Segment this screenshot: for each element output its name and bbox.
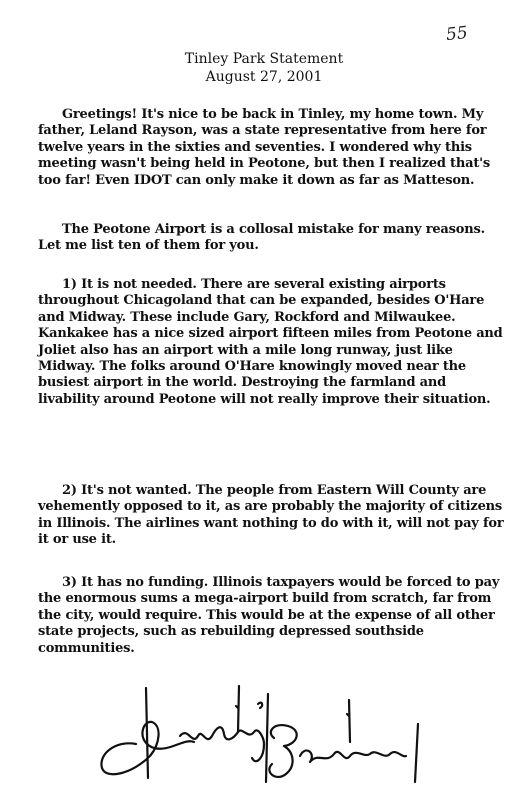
intro-text: The Peotone Airport is a collosal mistake for many reasons. Let me list ten of them for you. xyxy=(38,222,485,254)
reason-text-3: 3) It has no funding. Illinois taxpayers would be forced to pay the enormous sums a mega-airport build from scratch, far from the city, would require. This would be at the expense of all other state projects, such as rebuilding depressed southside communities. xyxy=(38,575,500,656)
greeting-text: Greetings! It's nice to be back in Tinley, my home town. My father, Leland Rayson, was a state representative from here for twelve years in the sixties and seventies. I wondered why this meeting wasn't being held in Peotone, but then I realized that's too far! Even IDOT can only make it down as far as Matteson. xyxy=(38,107,491,188)
signature xyxy=(88,682,428,792)
reason-item-3 xyxy=(38,575,508,657)
document-title: Tinley Park Statement xyxy=(184,51,344,67)
intro-paragraph xyxy=(38,222,508,255)
reason-item-1 xyxy=(38,277,508,408)
reason-text-2: 2) It's not wanted. The people from Eastern Will County are vehemently opposed to it, as are probably the majority of citizens in Illinois. The airlines want nothing to do with it, will not pay for it or use it. xyxy=(38,483,504,548)
document-date: August 27, 2001 xyxy=(205,69,323,85)
greeting-paragraph xyxy=(38,107,508,189)
page-number: 55 xyxy=(445,22,469,46)
reason-item-2 xyxy=(38,483,508,549)
signature-drawing xyxy=(88,682,428,792)
reason-text-1: 1) It is not needed. There are several existing airports throughout Chicagoland that can be expanded, besides O'Hare and Midway. These include Gary, Rockford and Milwaukee. Kankakee has a nice sized airport fifteen miles from Peotone and Joliet also has an airport with a mile long runway, just like Midway. The folks around O'Hare knowingly moved near the busiest airport in the world. Destroying the farmland and livability around Peotone will not really improve their situation. xyxy=(38,277,503,407)
